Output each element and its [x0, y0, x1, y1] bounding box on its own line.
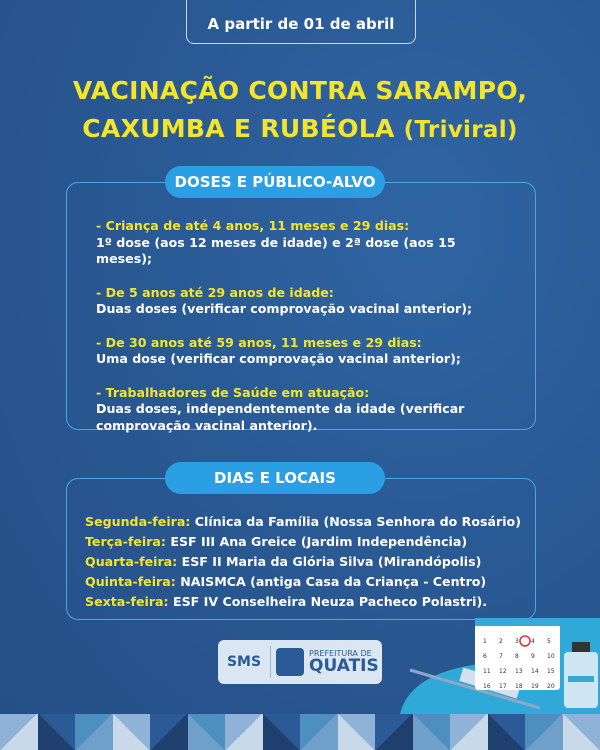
- dose-group-text: Uma dose (verificar comprovação vacinal anterior);: [96, 351, 461, 366]
- pattern-tile: [38, 714, 76, 750]
- pattern-tile: [525, 714, 563, 750]
- calendar-day: 15: [547, 668, 555, 675]
- day-label: Sexta-feira:: [85, 594, 169, 609]
- title-line-2-main: CAXUMBA E RUBÉOLA: [82, 114, 395, 143]
- dose-group-label: - Trabalhadores de Saúde em atuação:: [96, 384, 370, 400]
- date-banner: [186, 0, 416, 44]
- vaccine-illustration: [390, 618, 600, 714]
- dose-group-text: Duas doses (verificar comprovação vacinal anterior);: [96, 301, 472, 316]
- date-text: A partir de 01 de abril: [207, 15, 395, 33]
- day-label: Quarta-feira:: [85, 554, 178, 569]
- pattern-tile: [375, 714, 413, 750]
- logo-city: QUATIS: [309, 655, 379, 676]
- calendar-day: 11: [483, 668, 491, 675]
- logo-prefeitura: PREFEITURA DE: [309, 648, 372, 658]
- day-location-item: [85, 532, 521, 552]
- calendar-day: 5: [547, 638, 551, 645]
- pattern-tile: [263, 714, 301, 750]
- days-heading: [165, 462, 385, 494]
- title-line-2: [0, 110, 600, 149]
- pattern-tile: [150, 714, 188, 750]
- pattern-tile: [488, 714, 526, 750]
- dose-group: [96, 335, 516, 368]
- doses-heading-text: DOSES E PÚBLICO-ALVO: [174, 173, 376, 191]
- days-list: [85, 512, 521, 612]
- day-location-item: [85, 512, 521, 532]
- day-label: Terça-feira:: [85, 534, 166, 549]
- logo-divider: [270, 646, 271, 678]
- page-title: [0, 72, 600, 149]
- calendar-day: 4: [531, 638, 535, 645]
- calendar-day: 7: [499, 653, 503, 660]
- calendar-day: 6: [483, 653, 487, 660]
- location-text: ESF IV Conselheira Neuza Pacheco Polastri).: [172, 594, 487, 609]
- day-location-item: [85, 572, 521, 592]
- dose-group: [96, 285, 516, 318]
- calendar-day: 17: [499, 683, 507, 690]
- logo-sms: SMS: [226, 654, 262, 670]
- pattern-tile: [338, 714, 376, 750]
- calendar-day: 12: [499, 668, 507, 675]
- sms-quatis-logo: [218, 640, 382, 684]
- calendar-day: 14: [531, 668, 539, 675]
- days-heading-text: DIAS E LOCAIS: [214, 469, 336, 487]
- title-suffix: (Triviral): [403, 117, 518, 143]
- calendar-day: 13: [515, 668, 523, 675]
- dose-group: [96, 218, 516, 268]
- location-text: ESF III Ana Greice (Jardim Independência): [170, 534, 468, 549]
- pattern-tile: [75, 714, 113, 750]
- pattern-tile: [563, 714, 600, 750]
- pattern-tile: [225, 714, 263, 750]
- pattern-tile: [0, 714, 38, 750]
- location-text: Clínica da Família (Nossa Senhora do Rosário): [194, 514, 521, 529]
- pattern-tile: [413, 714, 451, 750]
- day-location-item: [85, 552, 521, 572]
- day-label: Segunda-feira:: [85, 514, 191, 529]
- calendar-day: 2: [499, 638, 503, 645]
- calendar-day: 18: [515, 683, 523, 690]
- pattern-tile: [113, 714, 151, 750]
- calendar-icon: [475, 618, 560, 690]
- decorative-pattern: [0, 714, 600, 750]
- doses-heading: [165, 166, 385, 198]
- pattern-tile: [450, 714, 488, 750]
- calendar-day: 1: [483, 638, 487, 645]
- logo-text: [309, 650, 379, 675]
- dose-group: [96, 385, 516, 435]
- dose-group-label: - De 30 anos até 59 anos, 11 meses e 29 dias:: [96, 334, 422, 350]
- dose-group-label: - De 5 anos até 29 anos de idade:: [96, 284, 334, 300]
- dose-group-label: - Criança de até 4 anos, 11 meses e 29 dias:: [96, 218, 410, 233]
- day-label: Quinta-feira:: [85, 574, 176, 589]
- city-crest-icon: [276, 648, 304, 676]
- location-text: NAISMCA (antiga Casa da Criança - Centro): [180, 574, 487, 589]
- pattern-tile: [188, 714, 226, 750]
- calendar-day: 8: [515, 653, 519, 660]
- location-text: ESF II Maria da Glória Silva (Mirandópolis): [181, 554, 482, 569]
- calendar-day: 9: [531, 653, 535, 660]
- calendar-day: 20: [547, 683, 555, 690]
- dose-group-text: 1º dose (aos 12 meses de idade) e 2ª dose (aos 15 meses);: [96, 234, 456, 266]
- calendar-day: 10: [547, 653, 555, 660]
- title-line-1: VACINAÇÃO CONTRA SARAMPO,: [72, 76, 528, 105]
- calendar-day: 3: [515, 638, 519, 645]
- calendar-day: 16: [483, 683, 491, 690]
- pattern-tile: [300, 714, 338, 750]
- calendar-day: 19: [531, 683, 539, 690]
- doses-list: [96, 218, 516, 451]
- day-location-item: [85, 592, 521, 612]
- dose-group-text: Duas doses, independentemente da idade (verificar comprovação vacinal anterior).: [96, 401, 465, 433]
